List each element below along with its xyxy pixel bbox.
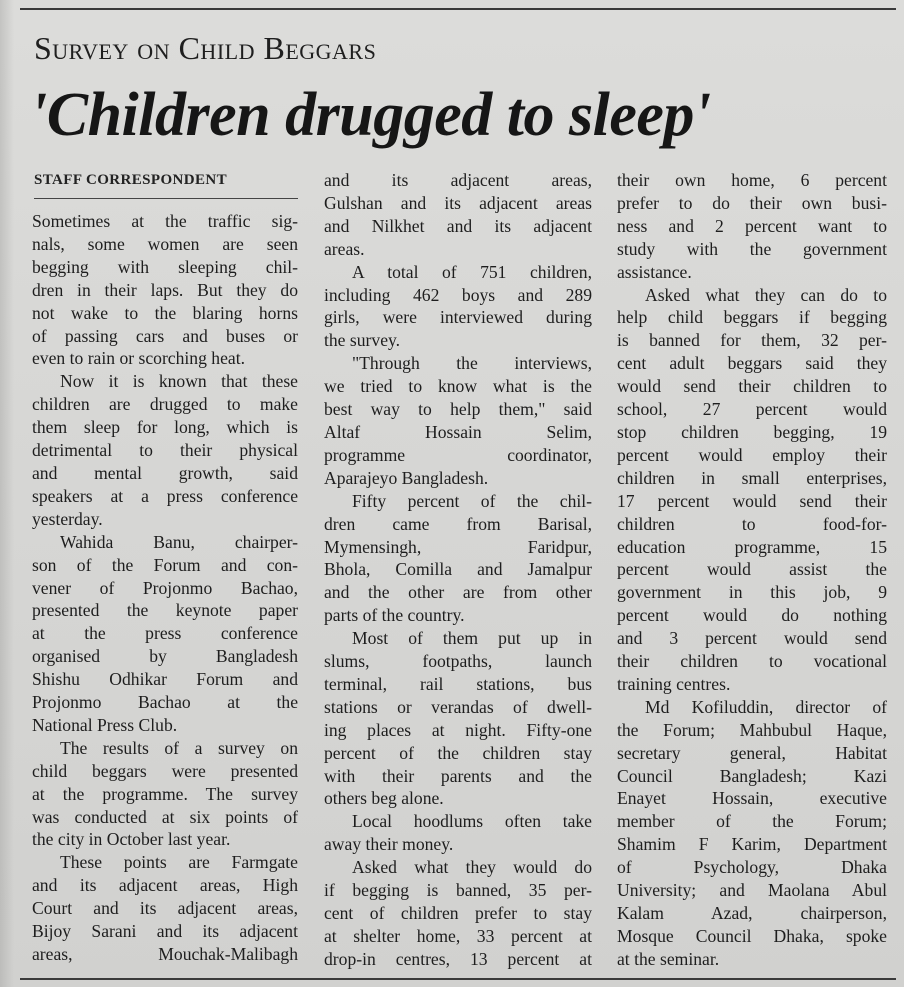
text-line: 17 percent would send their bbox=[617, 490, 887, 511]
text-line: children are drugged to make bbox=[32, 394, 298, 415]
text-line: their children to vocational bbox=[617, 651, 887, 672]
text-line: Altaf Hossain Selim, bbox=[324, 421, 592, 442]
text-line: with their parents and the bbox=[324, 765, 592, 786]
text-line: A total of 751 children, bbox=[352, 261, 592, 282]
text-line: school, 27 percent would bbox=[617, 399, 887, 420]
text-line: The results of a survey on bbox=[60, 737, 298, 758]
text-line: presented the keynote paper bbox=[32, 600, 298, 621]
text-line: programme coordinator, bbox=[324, 444, 592, 465]
text-line: Local hoodlums often take bbox=[352, 811, 592, 832]
text-line: Court and its adjacent areas, bbox=[32, 898, 298, 919]
text-line: children to food-for- bbox=[617, 513, 887, 534]
text-line: Sometimes at the traffic sig- bbox=[32, 211, 298, 231]
text-line: of passing cars and buses or bbox=[32, 325, 298, 346]
text-line: at the seminar. bbox=[617, 948, 720, 969]
text-line: them sleep for long, which is bbox=[32, 417, 298, 438]
text-line: their own home, 6 percent bbox=[617, 170, 887, 190]
text-line: percent would employ their bbox=[617, 444, 887, 465]
bottom-rule bbox=[20, 978, 896, 980]
byline-rule bbox=[34, 198, 298, 199]
article-column-3 bbox=[617, 169, 887, 971]
text-line: we tried to know what is the bbox=[324, 376, 592, 397]
text-line: cent adult beggars said they bbox=[617, 353, 887, 374]
text-line: not wake to the blaring horns bbox=[32, 302, 298, 323]
text-line: begging with sleeping chil- bbox=[32, 256, 298, 277]
text-line: Now it is known that these bbox=[60, 371, 298, 392]
text-line: Mosque Council Dhaka, spoke bbox=[617, 925, 887, 946]
text-line: and Nilkhet and its adjacent bbox=[324, 215, 592, 236]
article-headline: 'Children drugged to sleep' bbox=[30, 81, 711, 149]
text-line: at shelter home, 33 percent at bbox=[324, 925, 592, 946]
text-line: dren in their laps. But they do bbox=[32, 279, 298, 300]
text-line: study with the government bbox=[617, 238, 887, 259]
top-rule bbox=[20, 8, 896, 10]
text-line: if begging is banned, 35 per- bbox=[324, 880, 592, 901]
text-line: at the programme. The survey bbox=[32, 783, 298, 804]
text-line: yesterday. bbox=[32, 508, 103, 529]
text-line: Council Bangladesh; Kazi bbox=[617, 765, 887, 786]
text-line: Projonmo Bachao at the bbox=[32, 692, 298, 713]
text-line: training centres. bbox=[617, 673, 731, 694]
text-line: Md Kofiluddin, director of bbox=[645, 696, 887, 717]
text-line: University; and Maolana Abul bbox=[617, 880, 887, 901]
text-line: areas. bbox=[324, 238, 365, 259]
text-line: was conducted at six points of bbox=[32, 806, 298, 827]
text-line: parts of the country. bbox=[324, 605, 465, 626]
text-line: Gulshan and its adjacent areas bbox=[324, 192, 592, 213]
text-line: prefer to do their own busi- bbox=[617, 192, 887, 213]
text-line: detrimental to their physical bbox=[32, 440, 298, 461]
text-line: children in small enterprises, bbox=[617, 467, 887, 488]
text-line: and its adjacent areas, bbox=[324, 170, 592, 190]
text-line: These points are Farmgate bbox=[60, 852, 298, 873]
text-line: percent would assist the bbox=[617, 559, 887, 580]
text-line: speakers at a press conference bbox=[32, 485, 298, 506]
text-line: National Press Club. bbox=[32, 714, 178, 735]
text-line: Kalam Azad, chairperson, bbox=[617, 903, 887, 923]
text-line: Shishu Odhikar Forum and bbox=[32, 669, 298, 690]
text-line: dren came from Barisal, bbox=[324, 513, 592, 534]
text-line: percent would do nothing bbox=[617, 605, 887, 626]
text-line: away their money. bbox=[324, 834, 454, 855]
text-line: vener of Projonmo Bachao, bbox=[32, 577, 298, 598]
text-line: Shamim F Karim, Department bbox=[617, 834, 887, 855]
text-line: would send their children to bbox=[617, 376, 887, 397]
text-line: drop-in centres, 13 percent at bbox=[324, 948, 592, 969]
text-line: Fifty percent of the chil- bbox=[352, 490, 592, 511]
text-line: and 3 percent would send bbox=[617, 628, 887, 649]
page-shadow bbox=[0, 0, 14, 987]
text-line: Asked what they can do to bbox=[645, 284, 887, 305]
text-line: is banned for them, 32 per- bbox=[617, 330, 887, 351]
text-line: the city in October last year. bbox=[32, 829, 231, 850]
text-line: Bijoy Sarani and its adjacent bbox=[32, 921, 298, 942]
article-kicker: Survey on Child Beggars bbox=[34, 30, 377, 66]
text-line: ing places at night. Fifty-one bbox=[324, 719, 592, 740]
text-line: stations or verandas of dwell- bbox=[324, 696, 592, 717]
text-line: and mental growth, said bbox=[32, 462, 298, 483]
text-line: Most of them put up in bbox=[352, 628, 592, 649]
text-line: best way to help them," said bbox=[324, 399, 592, 420]
text-line: assistance. bbox=[617, 261, 692, 282]
text-line: slums, footpaths, launch bbox=[324, 651, 592, 672]
text-line: ness and 2 percent want to bbox=[617, 215, 887, 236]
text-line: even to rain or scorching heat. bbox=[32, 348, 245, 369]
text-line: Asked what they would do bbox=[352, 857, 592, 878]
text-line: cent of children prefer to stay bbox=[324, 903, 592, 923]
text-line: percent of the children stay bbox=[324, 742, 592, 763]
text-line: member of the Forum; bbox=[617, 811, 887, 832]
text-line: help child beggars if begging bbox=[617, 307, 887, 328]
text-line: Wahida Banu, chairper- bbox=[60, 531, 298, 552]
text-line: others beg alone. bbox=[324, 788, 444, 809]
text-line: girls, were interviewed during bbox=[324, 307, 592, 328]
text-line: "Through the interviews, bbox=[352, 353, 592, 374]
text-line: the Forum; Mahbubul Haque, bbox=[617, 719, 887, 740]
article-byline: STAFF CORRESPONDENT bbox=[34, 172, 228, 188]
text-line: Mymensingh, Faridpur, bbox=[324, 536, 592, 557]
article-column-1 bbox=[32, 210, 298, 966]
text-line: Aparajeyo Bangladesh. bbox=[324, 467, 489, 488]
text-line: and its adjacent areas, High bbox=[32, 875, 298, 896]
text-line: at the press conference bbox=[32, 623, 298, 644]
text-line: government in this job, 9 bbox=[617, 582, 887, 603]
text-line: Enayet Hossain, executive bbox=[617, 788, 887, 809]
text-line: including 462 boys and 289 bbox=[324, 284, 592, 305]
article-column-2 bbox=[324, 169, 592, 971]
text-line: secretary general, Habitat bbox=[617, 742, 887, 763]
text-line: organised by Bangladesh bbox=[32, 646, 298, 667]
text-line: Bhola, Comilla and Jamalpur bbox=[324, 559, 592, 580]
text-line: son of the Forum and con- bbox=[32, 554, 298, 575]
text-line: education programme, 15 bbox=[617, 536, 887, 557]
text-line: terminal, rail stations, bus bbox=[324, 673, 592, 694]
text-line: stop children begging, 19 bbox=[617, 421, 887, 442]
text-line: and the other are from other bbox=[324, 582, 592, 603]
text-line: child beggars were presented bbox=[32, 760, 298, 781]
text-line: the survey. bbox=[324, 330, 401, 351]
text-line: areas, Mouchak-Malibagh bbox=[32, 944, 298, 964]
text-line: nals, some women are seen bbox=[32, 233, 298, 254]
text-line: of Psychology, Dhaka bbox=[617, 857, 887, 878]
